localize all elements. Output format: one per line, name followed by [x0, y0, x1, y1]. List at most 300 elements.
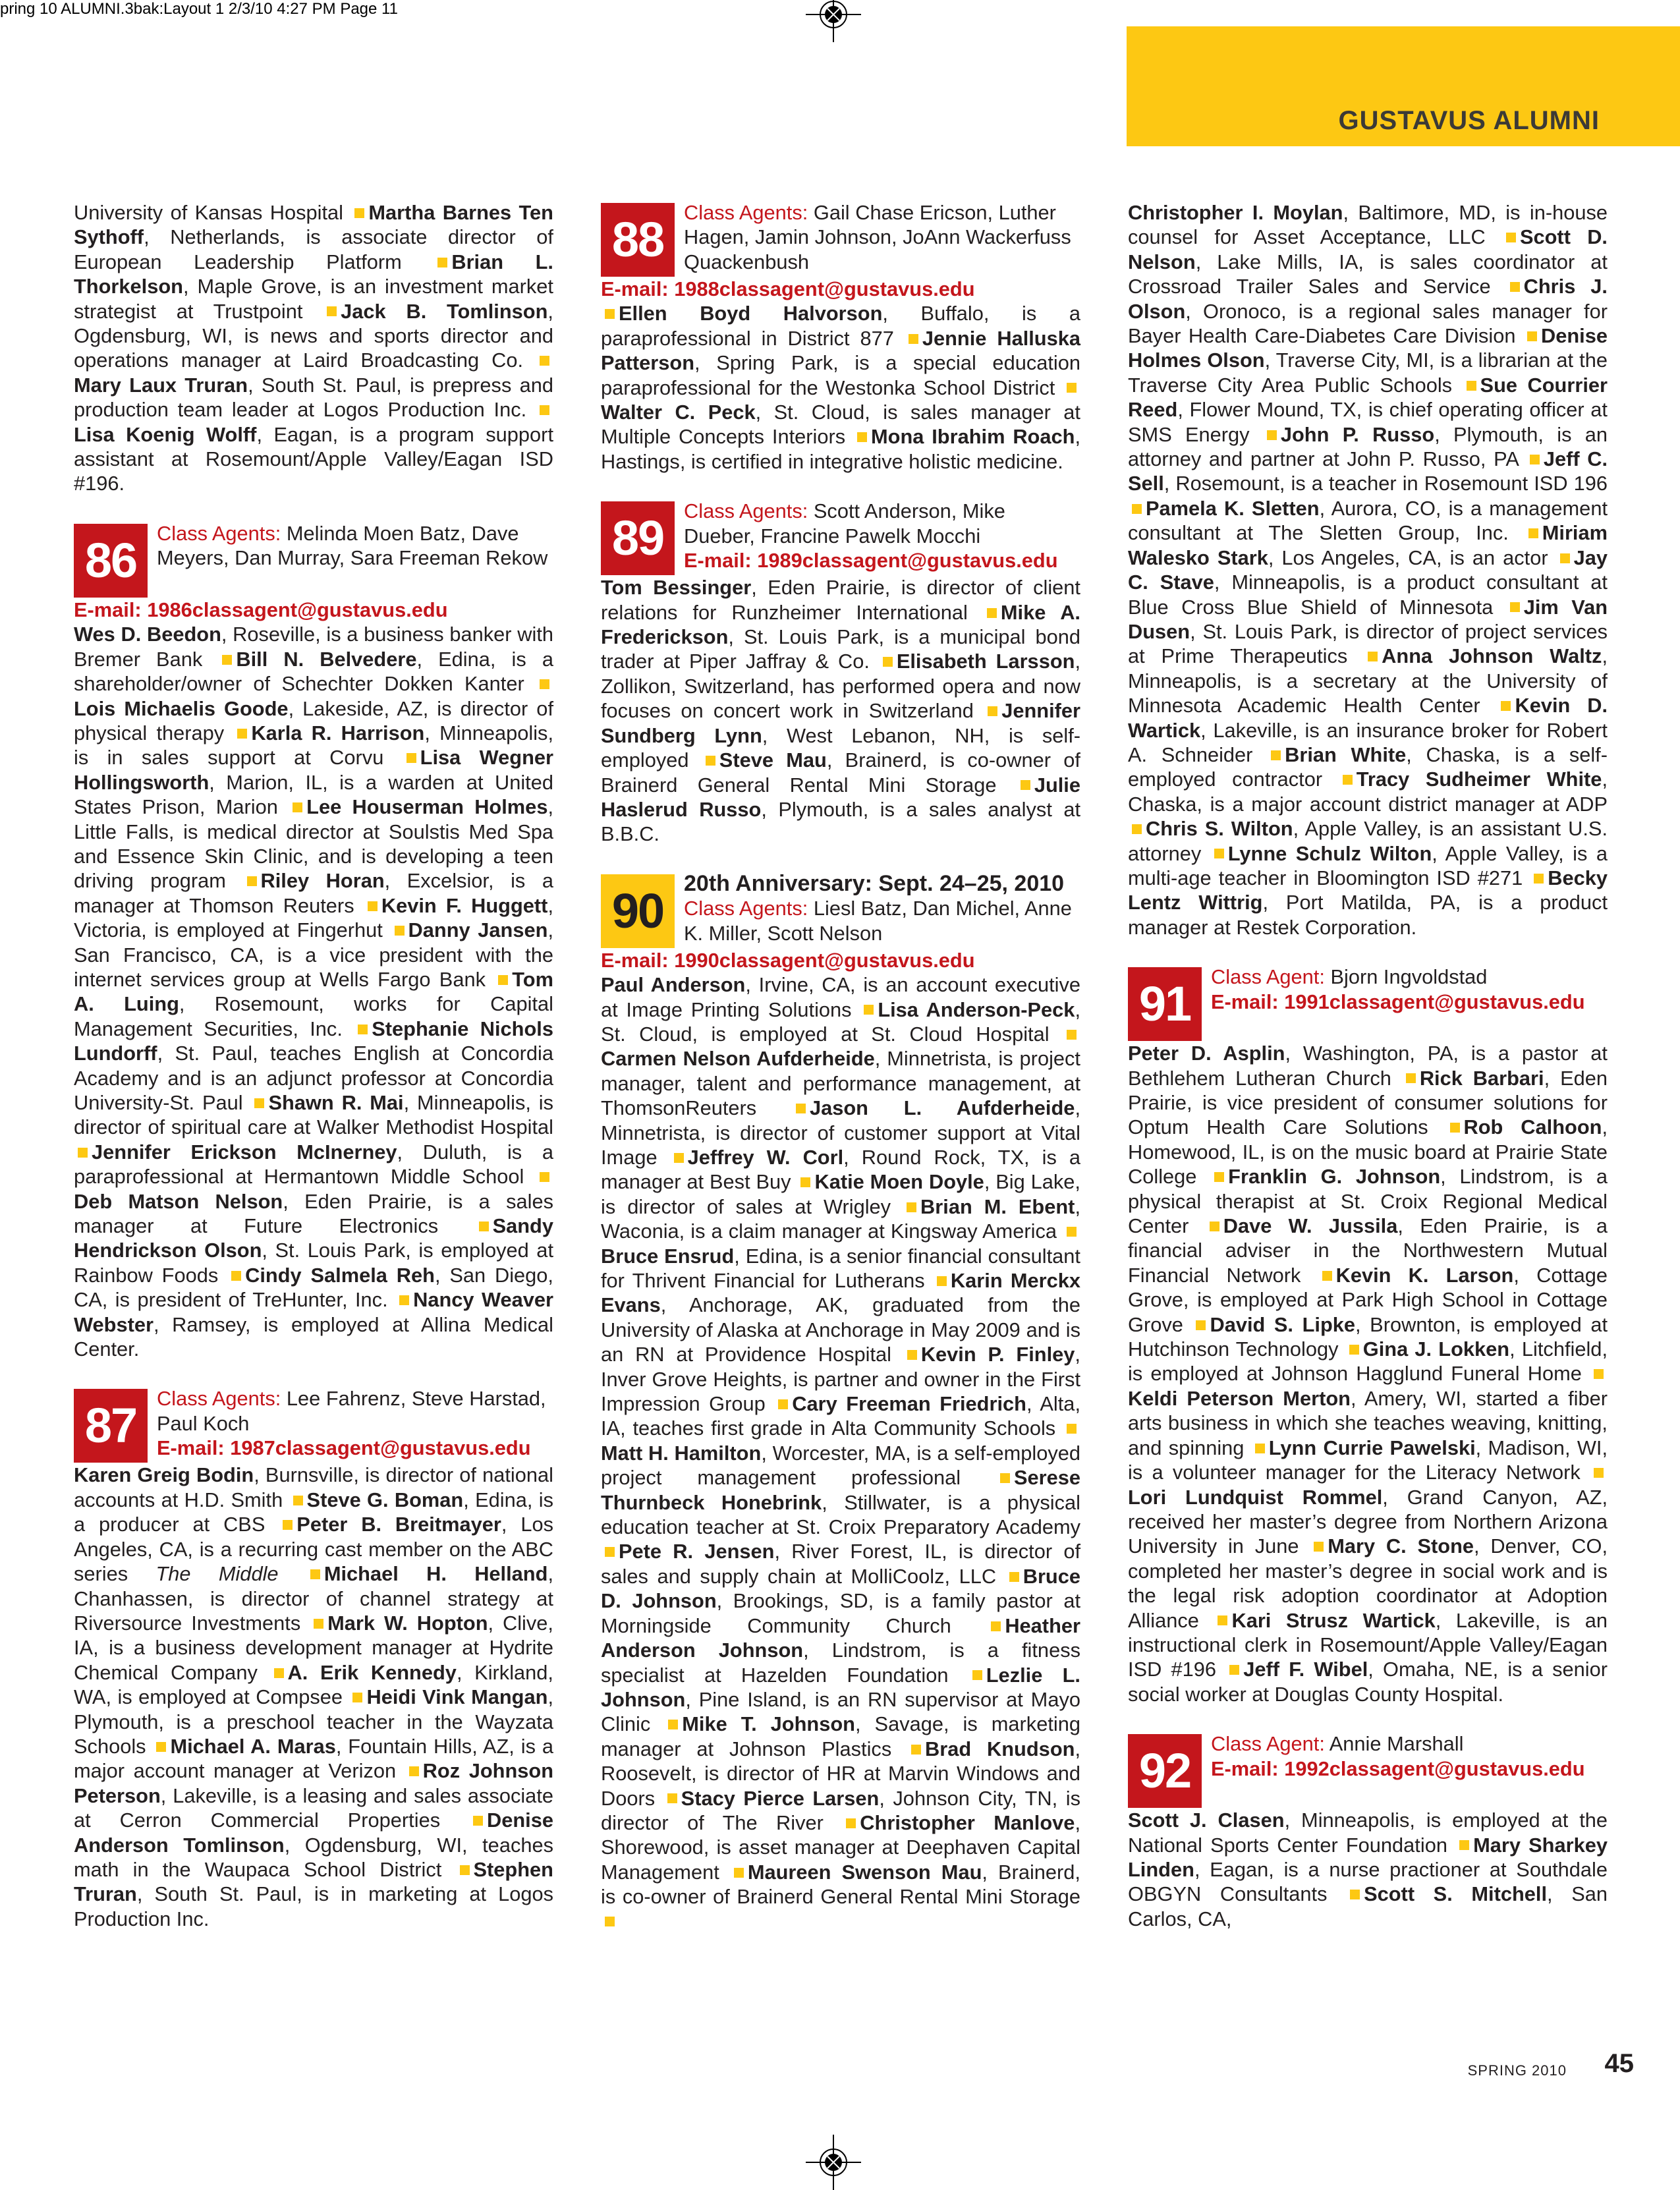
- bullet-square-icon: [1322, 1271, 1332, 1281]
- note-text: , Minneapolis, is a secretary at the University of Minnesota Academic Health Center: [1128, 644, 1608, 717]
- class-email-address[interactable]: 1986classagent@gustavus.edu: [147, 598, 448, 621]
- note-text: , Edina, is a producer at CBS: [74, 1488, 553, 1536]
- bullet-square-icon: [1267, 430, 1277, 440]
- alumni-name: Stephen Truran: [74, 1857, 553, 1906]
- alumni-name: Rick Barbari: [1419, 1066, 1544, 1090]
- alumni-name: John P. Russo: [1280, 422, 1435, 446]
- bullet-square-icon: [909, 334, 918, 344]
- note-text: , Big Lake, is director of sales at Wrigley: [601, 1170, 1080, 1218]
- alumni-name: Jeff F. Wibel: [1243, 1658, 1368, 1681]
- note-text: , Irvine, CA, is an account executive at Image Printing Solutions: [601, 973, 1080, 1021]
- alumni-name: Christopher Manlove: [860, 1811, 1075, 1834]
- bullet-square-icon: [1218, 1615, 1227, 1625]
- note-text: , Spring Park, is a special education paraprofessional for the Westonka School District: [601, 351, 1080, 399]
- alumni-name: Pete R. Jensen: [619, 1540, 775, 1563]
- note-text: , Buffalo, is a paraprofessional in District 877: [601, 302, 1080, 350]
- bullet-square-icon: [222, 655, 232, 665]
- registration-mark-icon: [806, 2135, 861, 2190]
- note-text: , Roosevelt, is director of HR at Marvin Windows and Doors: [601, 1737, 1080, 1810]
- note-text: , Minnetrista, is project manager, talent and performance management, at ThomsonReuters: [601, 1047, 1080, 1120]
- bullet-square-icon: [605, 1547, 615, 1557]
- alumni-name: Steve G. Boman: [306, 1488, 464, 1511]
- class-agents-names: Annie Marshall: [1329, 1732, 1464, 1756]
- alumni-name: Christopher I. Moylan: [1128, 201, 1343, 224]
- note-text: , Burnsville, is director of national accounts at H.D. Smith: [74, 1463, 553, 1511]
- registration-mark-icon: [806, 0, 861, 42]
- class-88-notes: [601, 301, 1080, 474]
- note-text: , Rosemount, works for Capital Management Securities, Inc.: [74, 992, 553, 1040]
- class-92-section: [1128, 1731, 1608, 1931]
- alumni-name: Mary Laux Truran: [74, 373, 248, 397]
- alumni-name: Kevin D. Wartick: [1128, 694, 1608, 742]
- note-text: , Denver, CO, completed her master’s degree in social work and is the legal risk adoption coordinator at Adoption Alliance: [1128, 1534, 1608, 1632]
- bullet-square-icon: [540, 356, 549, 366]
- column-3: [1128, 200, 1608, 1931]
- note-text: , Johnson City, TN, is director of The River: [601, 1786, 1080, 1834]
- bullet-square-icon: [1343, 775, 1353, 785]
- note-text: , Lakeville, is an insurance broker for Robert A. Schneider: [1128, 718, 1608, 766]
- bullet-square-icon: [667, 1793, 677, 1803]
- note-text: , Edina, is a senior financial consultant for Thrivent Financial for Lutherans: [601, 1244, 1080, 1292]
- class-agents-names: Gail Chase Ericson, Luther Hagen, Jamin Johnson, JoAnn Wackerfuss Quackenbush: [684, 201, 1071, 273]
- bullet-square-icon: [911, 1745, 921, 1755]
- bullet-square-icon: [605, 309, 615, 319]
- note-text: , Lakeside, AZ, is director of physical therapy: [74, 696, 553, 744]
- note-text: , Waconia, is a claim manager at Kingsway America: [601, 1194, 1081, 1243]
- bullet-square-icon: [540, 679, 549, 689]
- alumni-name: Anna Johnson Waltz: [1382, 644, 1602, 668]
- bullet-square-icon: [1229, 1665, 1239, 1675]
- bullet-square-icon: [937, 1276, 947, 1286]
- alumni-name: Brad Knudson: [925, 1737, 1075, 1760]
- note-text: , Aurora, CO, is a management consultant at The Sletten Group, Inc.: [1128, 496, 1608, 545]
- class-email-address[interactable]: 1988classagent@gustavus.edu: [674, 277, 975, 300]
- note-text: , Minneapolis, is in sales support at Corvu: [74, 721, 553, 770]
- bullet-square-icon: [406, 753, 416, 763]
- alumni-name: Jim Van Dusen: [1128, 595, 1608, 643]
- bullet-square-icon: [1009, 1572, 1019, 1582]
- class-email-address[interactable]: 1990classagent@gustavus.edu: [674, 948, 975, 972]
- bullet-square-icon: [156, 1742, 166, 1752]
- alumni-name: Denise Anderson Tomlinson: [74, 1809, 553, 1857]
- bullet-square-icon: [354, 208, 364, 218]
- alumni-name: Ellen Boyd Halvorson: [619, 302, 883, 325]
- bullet-square-icon: [907, 1202, 916, 1212]
- column-2: [601, 200, 1080, 1934]
- alumni-name: Martha Barnes Ten Sythoff: [74, 201, 553, 249]
- bullet-square-icon: [352, 1693, 362, 1702]
- alumni-name: Chris J. Olson: [1128, 275, 1608, 323]
- bullet-square-icon: [1368, 652, 1378, 661]
- bullet-square-icon: [1214, 1172, 1224, 1182]
- bullet-square-icon: [1560, 553, 1570, 563]
- note-text: , Round Rock, TX, is a manager at Best Buy: [601, 1145, 1080, 1194]
- note-text: , Maple Grove, is an investment market strategist at Trustpoint: [74, 275, 553, 323]
- note-text: , St. Paul, teaches English at Concordia Academy and is an adjunct professor at Concordia University-St. Paul: [74, 1042, 553, 1114]
- bullet-square-icon: [1459, 1840, 1469, 1850]
- class-agents-label: Class Agents:: [157, 521, 281, 545]
- alumni-name: Franklin G. Johnson: [1228, 1165, 1441, 1189]
- bullet-square-icon: [1067, 383, 1077, 393]
- bullet-square-icon: [857, 432, 867, 442]
- bullet-square-icon: [1450, 1123, 1460, 1133]
- class-email-address[interactable]: 1987classagent@gustavus.edu: [230, 1436, 531, 1460]
- note-text: , Ogdensburg, WI, teaches math in the Waupaca School District: [74, 1833, 553, 1881]
- bullet-square-icon: [1594, 1468, 1604, 1478]
- column-1: [74, 200, 553, 1931]
- note-text: , Shorewood, is asset manager at Deephaven Capital Management: [601, 1811, 1080, 1884]
- alumni-name: Kevin K. Larson: [1335, 1263, 1514, 1287]
- alumni-name: Lisa Wegner Hollingsworth: [74, 746, 554, 794]
- alumni-name: Shawn R. Mai: [268, 1091, 404, 1114]
- alumni-name: Kevin F. Huggett: [381, 893, 548, 917]
- note-text: , San Carlos, CA,: [1128, 1882, 1608, 1930]
- note-text: , Anchorage, AK, graduated from the University of Alaska at Anchorage in May 2009 and is an RN at Providence Hospital: [601, 1293, 1080, 1366]
- alumni-name: Bruce Ensrud: [601, 1244, 735, 1268]
- note-text: , South St. Paul, is in marketing at Logos Production Inc.: [74, 1882, 553, 1930]
- note-text: , Litchfield, is employed at Johnson Hagglund Funeral Home: [1128, 1337, 1608, 1386]
- alumni-name: Cary Freeman Friedrich: [792, 1392, 1026, 1416]
- note-text: , Amery, WI, started a fiber arts business in which she teaches weaving, knitting, and spinning: [1128, 1386, 1608, 1459]
- alumni-name: Tracy Sudheimer White: [1356, 768, 1602, 791]
- bullet-square-icon: [1021, 780, 1030, 790]
- note-text: , Brookings, SD, is a family pastor at Morningside Community Church: [601, 1589, 1081, 1637]
- note-text: , South St. Paul, is prepress and production team leader at Logos Production Inc.: [74, 373, 553, 422]
- alumni-name: Mark W. Hopton: [327, 1611, 488, 1635]
- note-text: , Washington, PA, is a pastor at Bethlehem Lutheran Church: [1128, 1042, 1608, 1090]
- alumni-name: Brian White: [1285, 743, 1407, 766]
- note-text: , Apple Valley, is a multi-age teacher in Bloomington ISD #271: [1128, 841, 1608, 889]
- bullet-square-icon: [1528, 528, 1538, 538]
- class-email: E-mail: 1987classagent@gustavus.edu: [157, 1436, 531, 1460]
- bullet-square-icon: [1255, 1444, 1265, 1453]
- bullet-square-icon: [293, 1496, 303, 1505]
- bullet-square-icon: [1406, 1073, 1416, 1083]
- class-email-address[interactable]: 1989classagent@gustavus.edu: [757, 549, 1058, 573]
- note-text: , Lindstrom, is a physical therapist at St. Croix Regional Medical Center: [1128, 1165, 1608, 1238]
- class-agents-names: Scott Anderson, Mike Dueber, Francine Pawelk Mocchi: [684, 499, 1005, 548]
- alumni-name: Maureen Swenson Mau: [747, 1860, 982, 1884]
- print-slug: pring 10 ALUMNI.3bak:Layout 1 2/3/10 4:27 PM Page 11: [0, 0, 398, 18]
- class-91-section: [1128, 965, 1608, 1706]
- alumni-name: Sue Courrier Reed: [1128, 373, 1608, 422]
- note-text: , Worcester, MA, is a self-employed project management professional: [601, 1441, 1080, 1490]
- bullet-square-icon: [987, 608, 997, 618]
- alumni-name: Heidi Vink Mangan: [366, 1685, 548, 1709]
- note-text: , Eden Prairie, is a sales manager at Future Electronics: [74, 1189, 553, 1238]
- alumni-name: Scott D. Nelson: [1128, 225, 1608, 273]
- alumni-name: Lynn Currie Pawelski: [1268, 1436, 1476, 1459]
- note-text: , Alta, IA, teaches first grade in Alta Community Schools: [601, 1392, 1080, 1440]
- note-text: , Los Angeles, CA, is an actor: [1268, 546, 1556, 569]
- alumni-name: Walter C. Peck: [601, 401, 756, 424]
- alumni-name: Lisa Anderson-Peck: [878, 997, 1075, 1021]
- class-agents-label: Class Agents:: [684, 897, 808, 920]
- class-email-address[interactable]: 1991classagent@gustavus.edu: [1284, 990, 1585, 1013]
- alumni-name: Mona Ibrahim Roach: [871, 425, 1075, 449]
- alumni-name: Bruce D. Johnson: [601, 1564, 1080, 1613]
- page-number: 45: [1604, 2049, 1634, 2078]
- class-agent-label: Class Agent:: [1211, 965, 1325, 989]
- note-text: , Port Matilda, PA, is a product manager at Restek Corporation.: [1128, 891, 1608, 939]
- bullet-square-icon: [883, 657, 893, 667]
- alumni-name: A. Erik Kennedy: [287, 1660, 457, 1684]
- bullet-square-icon: [247, 876, 257, 886]
- note-text: , Traverse City, MI, is a librarian at the Traverse City Area Public Schools: [1128, 349, 1608, 397]
- bullet-square-icon: [1067, 1030, 1077, 1040]
- column-3-intro: [1128, 200, 1608, 940]
- alumni-name: Paul Anderson: [601, 973, 746, 997]
- note-text: , Apple Valley, is an assistant U.S. attorney: [1128, 817, 1608, 865]
- note-text: , Duluth, is a paraprofessional at Hermantown Middle School: [74, 1140, 553, 1189]
- note-text: University of Kansas Hospital: [74, 201, 351, 224]
- section-header-bar: [1127, 26, 1680, 146]
- alumni-name: Karin Merckx Evans: [601, 1269, 1080, 1317]
- note-text: , Minneapolis, is director of spiritual care at Walker Methodist Hospital: [74, 1091, 553, 1139]
- bullet-square-icon: [907, 1350, 917, 1360]
- note-text: , St. Louis Park, is employed at Rainbow Foods: [74, 1239, 553, 1287]
- note-text: , Ramsey, is employed at Allina Medical Center.: [74, 1312, 553, 1361]
- alumni-name: Jason L. Aufderheide: [809, 1096, 1075, 1120]
- alumni-name: Elisabeth Larsson: [896, 650, 1075, 673]
- bullet-square-icon: [734, 1868, 744, 1878]
- bullet-square-icon: [358, 1025, 368, 1034]
- bullet-square-icon: [796, 1104, 806, 1113]
- class-email: E-mail: 1989classagent@gustavus.edu: [684, 549, 1058, 573]
- alumni-name: Jeff C. Sell: [1128, 447, 1608, 495]
- note-text: , Little Falls, is medical director at Soulstis Med Spa and Essence Skin Clinic, and is developing a teen driving program: [74, 795, 554, 893]
- note-text: , Stillwater, is a physical education teacher at St. Croix Preparatory Academy: [601, 1490, 1081, 1539]
- bullet-square-icon: [498, 975, 508, 985]
- alumni-name: Michael H. Helland: [323, 1562, 548, 1586]
- note-text: , Pine Island, is an RN supervisor at Mayo Clinic: [601, 1687, 1080, 1736]
- alumni-name: Jennifer Erickson McInerney: [92, 1140, 397, 1164]
- class-year-badge: 86: [74, 524, 148, 598]
- bullet-square-icon: [1271, 750, 1281, 760]
- class-92-notes: [1128, 1808, 1608, 1931]
- class-email: E-mail: 1992classagent@gustavus.edu: [1211, 1756, 1585, 1780]
- alumni-name: Mary Sharkey Linden: [1128, 1833, 1608, 1881]
- alumni-name: Peter D. Asplin: [1128, 1042, 1285, 1065]
- bullet-square-icon: [1067, 1227, 1077, 1237]
- alumni-name: Jay C. Stave: [1128, 546, 1608, 594]
- bullet-square-icon: [1196, 1320, 1206, 1330]
- alumni-name: Sandy Hendrickson Olson: [74, 1214, 553, 1262]
- bullet-square-icon: [1534, 874, 1544, 884]
- alumni-name: Heather Anderson Johnson: [601, 1614, 1080, 1662]
- class-year-badge: 89: [601, 501, 675, 575]
- bullet-square-icon: [1214, 849, 1224, 858]
- note-text: , Savage, is marketing manager at Johnson Plastics: [601, 1712, 1080, 1760]
- bullet-square-icon: [972, 1670, 982, 1680]
- note-text: , St. Cloud, is employed at St. Cloud Hospital: [601, 997, 1080, 1046]
- alumni-name: Jack B. Tomlinson: [341, 299, 548, 323]
- class-87-section: [74, 1386, 553, 1931]
- alumni-name: Steve Mau: [719, 748, 827, 772]
- class-89-section: [601, 499, 1080, 846]
- bullet-square-icon: [1501, 701, 1511, 711]
- note-text: , Grand Canyon, AZ, received her master’s degree from Northern Arizona University in June: [1128, 1485, 1608, 1558]
- note-text: , Victoria, is employed at Fingerhut: [74, 893, 553, 942]
- alumni-name: Stephanie Nichols Lundorff: [74, 1017, 553, 1065]
- class-email: E-mail: 1988classagent@gustavus.edu: [601, 277, 975, 300]
- note-text: , Omaha, NE, is a senior social worker at Douglas County Hospital.: [1128, 1658, 1608, 1706]
- class-year-badge: 90: [601, 874, 675, 948]
- class-90-notes: [601, 972, 1080, 1934]
- bullet-square-icon: [540, 405, 549, 415]
- alumni-name: Becky Lentz Wittrig: [1128, 866, 1608, 914]
- note-text: , Brownton, is employed at Hutchinson Technology: [1128, 1312, 1608, 1361]
- note-text: , Edina, is a shareholder/owner of Schechter Dokken Kanter: [74, 647, 553, 696]
- note-text: , Minneapolis, is employed at the National Sports Center Foundation: [1128, 1809, 1608, 1857]
- bullet-square-icon: [1506, 233, 1516, 242]
- class-89-notes: [601, 575, 1080, 846]
- alumni-name: Karen Greig Bodin: [74, 1463, 254, 1487]
- alumni-name: Bill N. Belvedere: [236, 647, 417, 671]
- bullet-square-icon: [395, 926, 405, 936]
- note-text: , Eagan, is a program support assistant at Rosemount/Apple Valley/Eagan ISD #196.: [74, 422, 553, 495]
- class-email: E-mail: 1990classagent@gustavus.edu: [601, 948, 975, 972]
- bullet-square-icon: [460, 1865, 470, 1875]
- bullet-square-icon: [254, 1098, 264, 1108]
- bullet-square-icon: [274, 1668, 284, 1678]
- bullet-square-icon: [237, 729, 247, 739]
- note-text: , Zollikon, Switzerland, has performed opera and now focuses on concert work in Switzerland: [601, 650, 1081, 723]
- bullet-square-icon: [1210, 1221, 1219, 1231]
- alumni-name: Roz Johnson Peterson: [74, 1759, 554, 1807]
- note-text: , Rosemount, is a teacher in Rosemount ISD 196: [1163, 472, 1608, 495]
- bullet-square-icon: [473, 1816, 483, 1826]
- class-agents-label: Class Agents:: [684, 201, 808, 224]
- bullet-square-icon: [78, 1148, 88, 1158]
- note-text: , San Francisco, CA, is a vice president with the internet services group at Wells Fargo Bank: [74, 918, 554, 991]
- class-year-badge: 87: [74, 1389, 148, 1463]
- bullet-square-icon: [1350, 1890, 1360, 1899]
- bullet-square-icon: [1067, 1424, 1077, 1434]
- bullet-square-icon: [605, 1917, 615, 1926]
- note-text: , Eden Prairie, is director of client relations for Runzheimer International: [601, 576, 1080, 624]
- note-text: , Baltimore, MD, is in-house counsel for Asset Acceptance, LLC: [1128, 201, 1608, 249]
- note-text: , San Diego, CA, is president of TreHunter, Inc.: [74, 1263, 553, 1312]
- class-agent-label: Class Agent:: [1211, 1732, 1325, 1756]
- bullet-square-icon: [988, 706, 997, 716]
- alumni-name: Carmen Nelson Aufderheide: [601, 1047, 875, 1071]
- bullet-square-icon: [991, 1621, 1001, 1631]
- note-text: , Fountain Hills, AZ, is a major account manager at Verizon: [74, 1734, 553, 1783]
- alumni-name: Tom A. Luing: [74, 967, 553, 1016]
- class-email: E-mail: 1991classagent@gustavus.edu: [1211, 990, 1585, 1013]
- class-year-badge: 92: [1128, 1734, 1202, 1808]
- alumni-name: Jennie Halluska Patterson: [601, 326, 1081, 375]
- note-text: , Lindstrom, is a fitness specialist at Hazelden Foundation: [601, 1639, 1080, 1687]
- class-agents-names: Lee Fahrenz, Steve Harstad, Paul Koch: [157, 1387, 546, 1435]
- alumni-name: Rob Calhoon: [1463, 1115, 1602, 1139]
- note-text: , Lakeville, is a leasing and sales associate at Cerron Commercial Properties: [74, 1783, 553, 1832]
- note-text: , Brainerd, is co-owner of Brainerd General Rental Mini Storage: [601, 1860, 1080, 1909]
- note-text: , Roseville, is a business banker with Bremer Bank: [74, 623, 554, 671]
- note-text: , Chanhassen, is director of channel strategy at Riversource Investments: [74, 1562, 553, 1635]
- bullet-square-icon: [1132, 824, 1142, 834]
- note-text: , Clive, IA, is a business development manager at Hydrite Chemical Company: [74, 1611, 553, 1684]
- alumni-name: Serese Thurnbeck Honebrink: [601, 1466, 1080, 1514]
- note-text: , West Lebanon, NH, is self-employed: [601, 723, 1080, 772]
- alumni-name: Brian M. Ebent: [920, 1194, 1075, 1218]
- note-text: , Plymouth, is an attorney and partner at John P. Russo, PA: [1128, 422, 1608, 471]
- bullet-square-icon: [778, 1399, 788, 1409]
- class-email: E-mail: 1986classagent@gustavus.edu: [74, 598, 448, 621]
- bullet-square-icon: [1530, 455, 1540, 464]
- bullet-square-icon: [310, 1569, 320, 1579]
- alumni-name: Kari Strusz Wartick: [1231, 1608, 1436, 1632]
- note-text: , Hastings, is certified in integrative holistic medicine.: [601, 425, 1080, 473]
- alumni-name: Lori Lundquist Rommel: [1128, 1485, 1383, 1509]
- alumni-name: Lois Michaelis Goode: [74, 696, 289, 720]
- bullet-square-icon: [668, 1720, 678, 1729]
- italic-text: The Middle: [155, 1562, 279, 1586]
- bullet-square-icon: [479, 1221, 489, 1231]
- class-87-notes: [74, 1463, 553, 1931]
- class-91-notes: [1128, 1041, 1608, 1706]
- bullet-square-icon: [1000, 1473, 1010, 1483]
- bullet-square-icon: [283, 1520, 293, 1530]
- bullet-square-icon: [231, 1271, 241, 1281]
- alumni-name: Deb Matson Nelson: [74, 1189, 283, 1213]
- alumni-name: Matt H. Hamilton: [601, 1441, 762, 1465]
- note-text: , St. Cloud, is sales manager at Multiple Concepts Interiors: [601, 401, 1080, 449]
- alumni-name: Scott J. Clasen: [1128, 1809, 1285, 1832]
- note-text: , Brainerd, is co-owner of Brainerd General Rental Mini Storage: [601, 748, 1080, 797]
- alumni-name: Mary C. Stone: [1328, 1534, 1474, 1558]
- alumni-name: Danny Jansen: [408, 918, 548, 942]
- note-text: , River Forest, IL, is director of sales and supply chain at MolliCoolz, LLC: [601, 1540, 1080, 1588]
- note-text: , Chaska, is a self-employed contractor: [1128, 743, 1608, 791]
- bullet-square-icon: [674, 1153, 684, 1163]
- bullet-square-icon: [800, 1177, 810, 1187]
- note-text: , Homewood, IL, is on the music board at Prairie State College: [1128, 1115, 1608, 1189]
- bullet-square-icon: [409, 1766, 419, 1776]
- note-text: , Los Angeles, CA, is a recurring cast member on the ABC series: [74, 1513, 553, 1586]
- alumni-name: Peter B. Breitmayer: [296, 1513, 501, 1536]
- bullet-square-icon: [1314, 1542, 1324, 1552]
- note-text: , Inver Grove Heights, is partner and owner in the First Impression Group: [601, 1343, 1080, 1416]
- bullet-square-icon: [1349, 1345, 1359, 1355]
- class-agents-names: Bjorn Ingvoldstad: [1330, 965, 1488, 989]
- alumni-name: David S. Lipke: [1210, 1312, 1356, 1336]
- alumni-name: Lezlie L. Johnson: [601, 1663, 1080, 1711]
- bullet-square-icon: [314, 1619, 323, 1629]
- alumni-name: Lisa Koenig Wolff: [74, 422, 257, 446]
- note-text: , Cottage Grove, is employed at Park High School in Cottage Grove: [1128, 1263, 1608, 1336]
- note-text: , Marion, IL, is a warden at United States Prison, Marion: [74, 770, 553, 819]
- bullet-square-icon: [437, 258, 447, 267]
- alumni-name: Stacy Pierce Larsen: [681, 1786, 880, 1810]
- note-text: , Netherlands, is associate director of European Leadership Platform: [74, 225, 553, 273]
- class-email-address[interactable]: 1992classagent@gustavus.edu: [1284, 1756, 1585, 1780]
- bullet-square-icon: [1594, 1369, 1604, 1379]
- bullet-square-icon: [1467, 381, 1476, 391]
- note-text: , Kirkland, WA, is employed at Compsee: [74, 1660, 553, 1709]
- bullet-square-icon: [399, 1295, 409, 1305]
- alumni-name: Lee Houserman Holmes: [306, 795, 548, 819]
- bullet-square-icon: [368, 901, 378, 911]
- alumni-name: Tom Bessinger: [601, 576, 752, 600]
- section-title: GUSTAVUS ALUMNI: [1338, 106, 1600, 135]
- note-text: , St. Louis Park, is director of project services at Prime Therapeutics: [1128, 619, 1608, 668]
- bullet-square-icon: [293, 802, 302, 812]
- bullet-square-icon: [327, 306, 337, 316]
- class-86-section: [74, 521, 553, 1362]
- bullet-square-icon: [846, 1818, 856, 1828]
